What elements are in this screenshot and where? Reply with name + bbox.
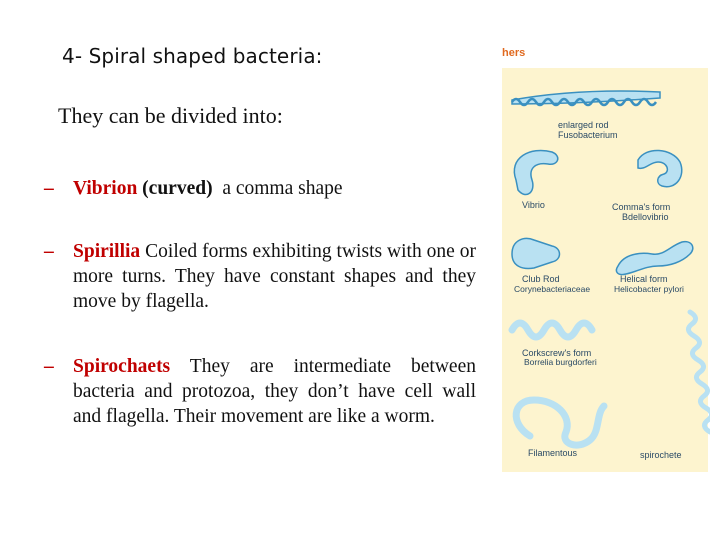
slide-intro: They can be divided into: [58, 103, 283, 128]
label-filamentous: Filamentous [528, 448, 578, 458]
bullet-term: Spirochaets [73, 356, 171, 377]
bullet-term: Vibrion [73, 178, 138, 199]
label-vibrio: Vibrio [522, 200, 545, 210]
label-helicobacter: Helicobacter pylori [614, 284, 684, 294]
label-commas-form: Comma's form [612, 202, 671, 212]
label-bdellovibrio: Bdellovibrio [622, 212, 669, 222]
bullet-body [73, 354, 476, 429]
bullet-dash: – [44, 178, 54, 199]
label-enlarged-rod: enlarged rod [558, 120, 609, 130]
bacteria-shapes-figure [500, 40, 710, 472]
bullet-text: a comma shape [222, 178, 343, 199]
bullet-body [73, 176, 476, 201]
bullet-dash: – [44, 241, 54, 262]
bullet-qualifier: (curved) [142, 178, 213, 199]
label-helical-form: Helical form [620, 274, 668, 284]
label-club-rod: Club Rod [522, 274, 560, 284]
label-fusobacterium: Fusobacterium [558, 130, 618, 140]
bullet-spirillia [44, 239, 476, 314]
bullet-vibrion [44, 176, 476, 201]
bullet-term: Spirillia [73, 241, 141, 262]
figure-header: hers [502, 47, 526, 59]
bullet-spirochaets [44, 354, 476, 429]
label-borrelia: Borrelia burgdorferi [524, 357, 597, 367]
bullet-body [73, 239, 476, 314]
label-spirochete: spirochete [640, 450, 682, 460]
slide-title: 4- Spiral shaped bacteria: [62, 44, 323, 68]
bullet-dash: – [44, 356, 54, 377]
label-corkscrew-form: Corkscrew's form [522, 348, 592, 358]
bullet-text: They are intermediate between bacteria and protozoa, they don’t have cell wall and flagella. Their movement are like a worm. [73, 356, 476, 427]
label-corynebacteriaceae: Corynebacteriaceae [514, 284, 591, 294]
bullet-text: Coiled forms exhibiting twists with one or more turns. They have constant shapes and they move by flagella. [73, 241, 476, 312]
